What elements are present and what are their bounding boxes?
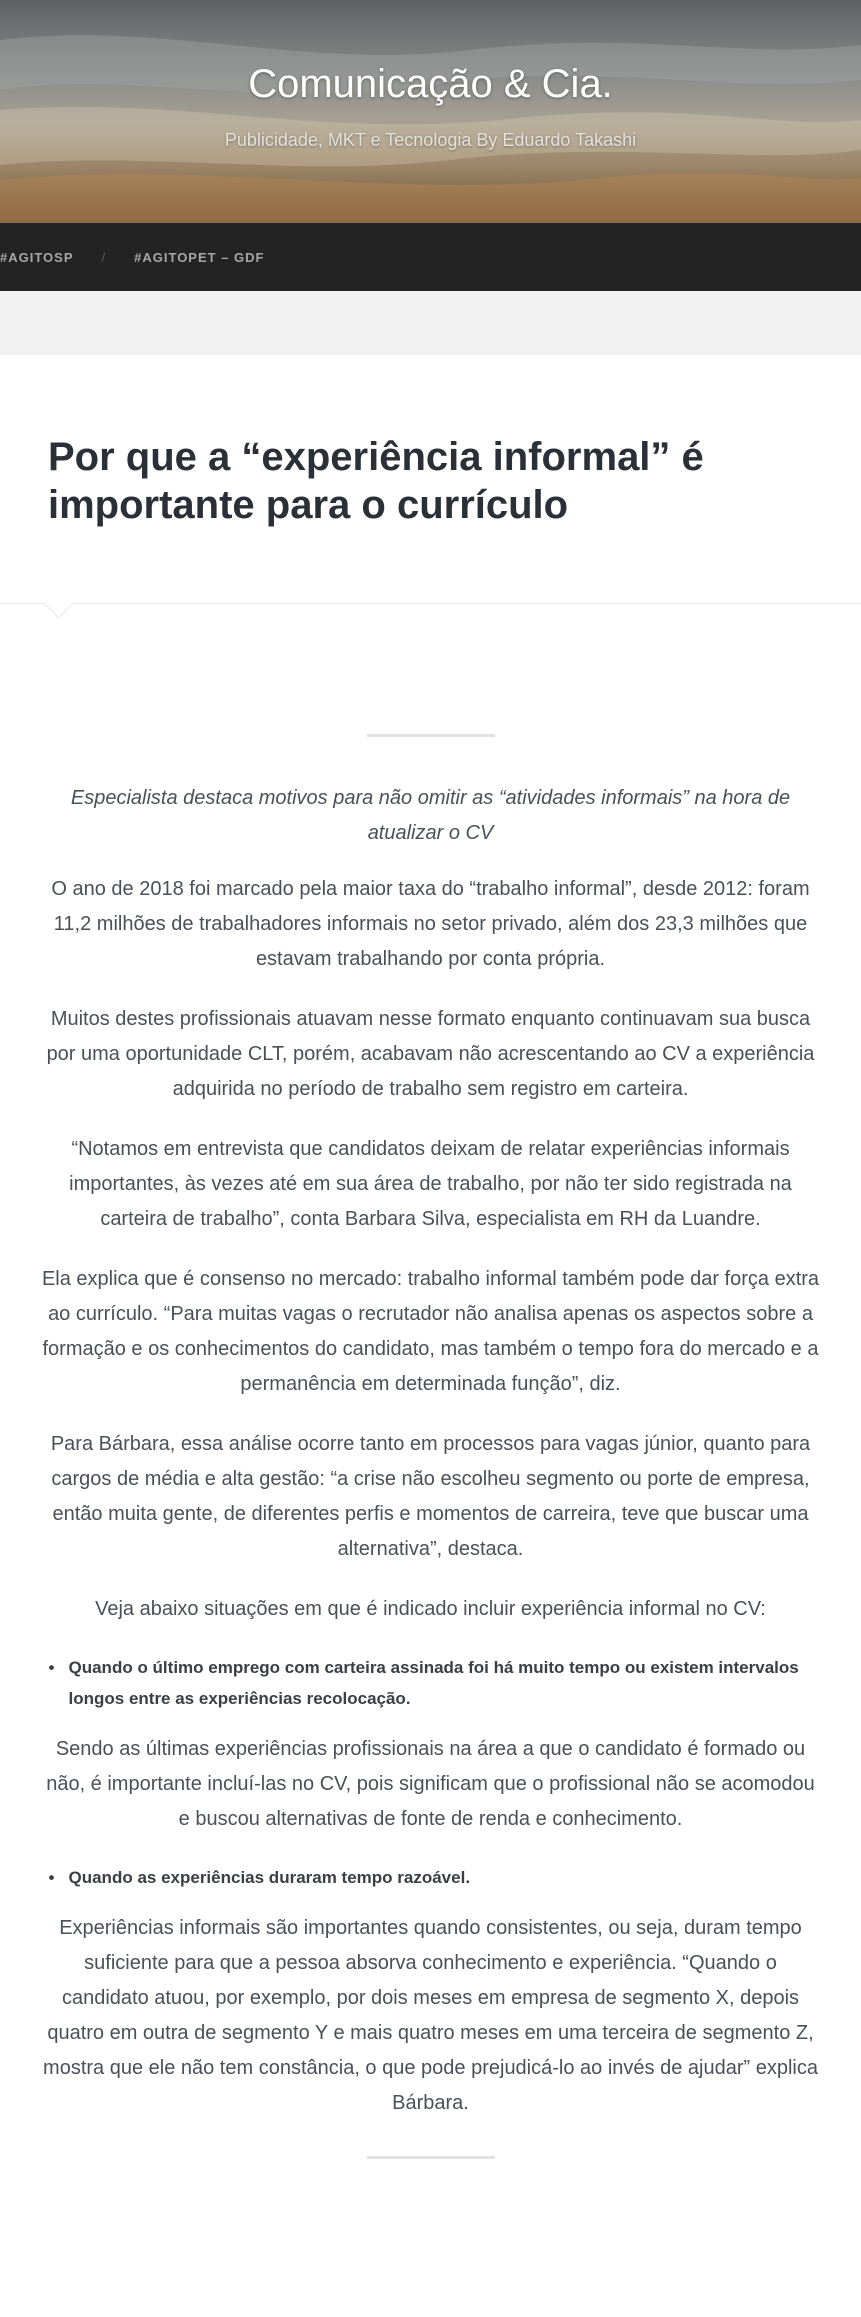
site-header xyxy=(0,0,861,223)
bullet-icon: • xyxy=(48,1868,55,1887)
site-description: Publicidade, MKT e Tecnologia By Eduardo Takashi xyxy=(224,130,637,150)
post-body xyxy=(41,781,821,2121)
nav-item-agitosp[interactable]: #AGITOSP xyxy=(0,249,74,265)
paragraph-4: Ela explica que é consenso no mercado: trabalho informal também pode dar força extra ao currículo. “Para muitas vagas o recrutador não analisa apenas os aspectos sobre a formação e os conhecimentos do candidato, mas também o tempo fora do mercado e a permanência em determinada função”, diz. xyxy=(41,1268,820,1395)
bullet-list-2 xyxy=(41,1862,821,1893)
paragraph-5: Para Bárbara, essa análise ocorre tanto em processos para vagas júnior, quanto para cargos de média e alta gestão: “a crise não escolheu segmento ou porte de empresa, então muita gente, de diferentes perfis e momentos de carreira, teve que buscar uma alternativa”, destaca. xyxy=(50,1433,811,1560)
paragraph-3: “Notamos em entrevista que candidatos deixam de relatar experiências informais importantes, às vezes até em sua área de trabalho, por não ter sido registrada na carteira de trabalho”, conta Barbara Silva, especialista em RH da Luandre. xyxy=(69,1138,792,1230)
nav-item-agitopet-gdf[interactable]: #AGITOPET – GDF xyxy=(134,249,265,265)
header-background-image xyxy=(0,0,861,223)
paragraph-1: O ano de 2018 foi marcado pela maior taxa do “trabalho informal”, desde 2012: foram 11,2 milhões de trabalhadores informais no setor privado, além dos 23,3 milhões que estavam trabalhando por conta própria. xyxy=(51,878,810,970)
list-item xyxy=(48,1652,821,1714)
bottom-divider xyxy=(367,2156,495,2159)
bullet-icon: • xyxy=(48,1658,55,1677)
bullet-list-1 xyxy=(41,1652,821,1714)
post-lead: Especialista destaca motivos para não omitir as “atividades informais” na hora de atualizar o CV xyxy=(70,787,791,844)
list-item-text: Quando as experiências duraram tempo razoável. xyxy=(68,1868,471,1887)
post-title: Por que a “experiência informal” é importante para o currículo xyxy=(48,435,704,527)
post-header xyxy=(0,355,861,604)
list-item-text: Quando o último emprego com carteira assinada foi há muito tempo ou existem intervalos longos entre as experiências recolocação. xyxy=(68,1658,799,1708)
paragraph-6: Veja abaixo situações em que é indicado incluir experiência informal no CV: xyxy=(95,1598,766,1620)
paragraph-8: Experiências informais são importantes quando consistentes, ou seja, duram tempo suficiente para que a pessoa absorva conhecimento e experiência. “Quando o candidato atuou, por exemplo, por dois meses em empresa de segmento X, depois quatro em outra de segmento Y e mais quatro meses em uma terceira de segmento Z, mostra que ele não tem constância, o que pode prejudicá-lo ao invés de ajudar” explica Bárbara. xyxy=(43,1917,818,2114)
list-item xyxy=(48,1862,821,1893)
main-nav xyxy=(0,223,861,291)
post-content xyxy=(0,604,861,2159)
site-title[interactable]: Comunicação & Cia. xyxy=(248,62,613,106)
nav-separator: / xyxy=(101,249,107,265)
paragraph-2: Muitos destes profissionais atuavam nesse formato enquanto continuavam sua busca por uma oportunidade CLT, porém, acabavam não acrescentando ao CV a experiência adquirida no período de trabalho sem registro em carteira. xyxy=(46,1008,815,1100)
paragraph-7: Sendo as últimas experiências profissionais na área a que o candidato é formado ou não, é importante incluí-las no CV, pois significam que o profissional não se acomodou e buscou alternativas de fonte de renda e conhecimento. xyxy=(46,1738,815,1830)
spacer-band xyxy=(0,291,861,355)
